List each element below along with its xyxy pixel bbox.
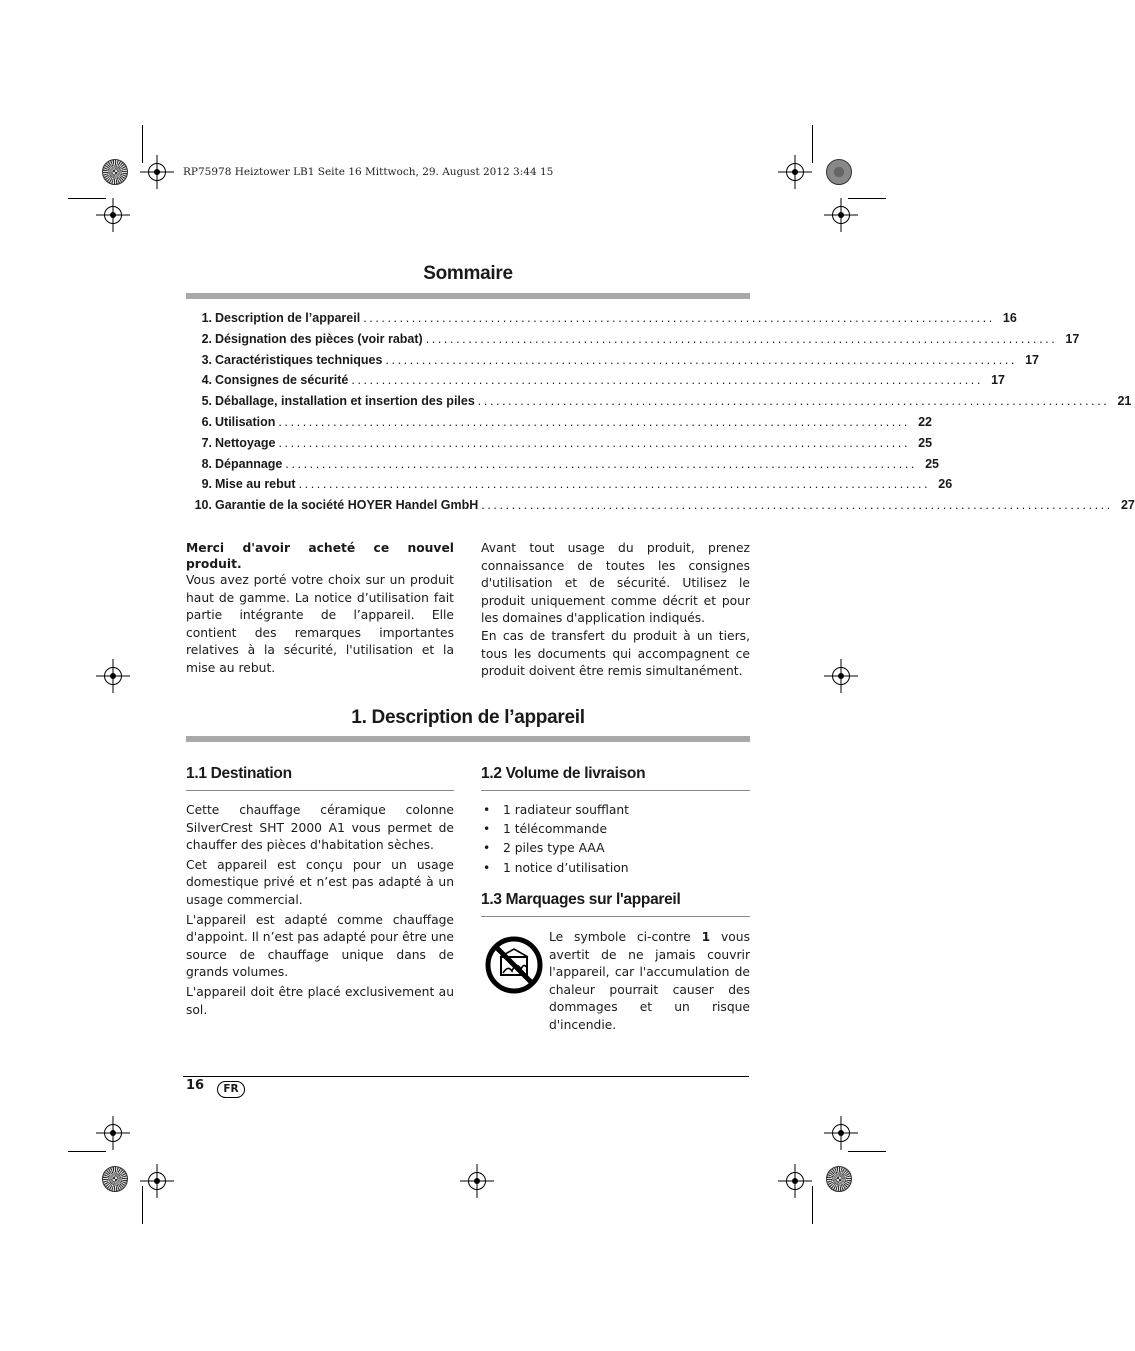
toc-entry-page: 17 <box>1065 331 1080 346</box>
destination-text <box>186 802 454 1019</box>
toc-title: Sommaire <box>423 263 513 284</box>
toc-entry-page: 25 <box>925 456 939 471</box>
toc-leader-dots: ........................................................................................................ <box>351 373 983 388</box>
crop-mark <box>848 1151 886 1152</box>
section-title: 1. Description de l’appareil <box>351 707 585 728</box>
list-item: • 1 notice d’utilisation <box>481 859 750 878</box>
toc-entry[interactable] <box>186 311 1017 332</box>
toc-entry[interactable] <box>186 414 933 436</box>
registration-mark-icon <box>832 667 850 685</box>
section-title-rule <box>186 736 750 742</box>
destination-paragraph: L'appareil est adapté comme chauffage d'appoint. Il n’est pas adapté pour être une source de chauffage unique dans de grands volumes. <box>186 912 454 980</box>
toc-entry-label: Consignes de sécurité <box>215 373 349 388</box>
toc-entry-number: 9. <box>201 477 212 492</box>
toc-entry-number: 5. <box>201 394 212 409</box>
toc-entry[interactable] <box>186 498 1135 519</box>
toc-leader-dots: ........................................................................................................ <box>425 331 1058 346</box>
footer-rule <box>183 1076 749 1077</box>
toc-entry[interactable] <box>186 394 1132 415</box>
toc-entry-label: Déballage, installation et insertion des piles <box>215 394 475 409</box>
print-header-info: RP75978 Heiztower LB1 Seite 16 Mittwoch, 29. August 2012 3:44 15 <box>183 166 554 178</box>
registration-mark-icon <box>148 163 166 181</box>
toc-entry-label: Caractéristiques techniques <box>215 352 383 367</box>
toc-entry-number: 4. <box>201 373 212 388</box>
toc-entry-label: Nettoyage <box>215 435 276 450</box>
list-item: • 1 télécommande <box>481 820 750 839</box>
table-of-contents <box>186 311 1135 519</box>
toc-entry-number: 6. <box>201 414 212 429</box>
crop-mark <box>142 125 143 163</box>
list-item: • 2 piles type AAA <box>481 839 750 858</box>
toc-leader-dots: ........................................................................................................ <box>477 394 1110 409</box>
toc-entry[interactable] <box>186 435 933 457</box>
toc-leader-dots: ........................................................................................................ <box>385 352 1018 367</box>
crop-mark <box>812 1186 813 1224</box>
registration-mark-icon <box>104 206 122 224</box>
color-wheel-icon <box>826 159 852 185</box>
crop-mark <box>848 198 886 199</box>
toc-entry-page: 17 <box>1025 352 1040 367</box>
color-wheel-icon <box>102 159 128 185</box>
page-number: 16 <box>186 1078 205 1093</box>
toc-entry-page: 25 <box>918 435 933 450</box>
delivery-list <box>481 801 750 878</box>
subsection-heading: 1.2 Volume de livraison <box>481 765 646 782</box>
registration-mark-icon <box>104 1124 122 1142</box>
registration-mark-icon <box>104 667 122 685</box>
subsection-heading: 1.1 Destination <box>186 765 292 782</box>
toc-entry[interactable] <box>186 456 939 478</box>
intro-paragraph: En cas de transfert du produit à un tiers, tous les documents qui accompagnent ce produit doivent être remis simultanément. <box>481 628 750 679</box>
toc-entry-number: 3. <box>201 352 212 367</box>
toc-entry-number: 8. <box>201 456 212 471</box>
toc-entry-number: 2. <box>201 331 212 346</box>
crop-mark <box>68 1151 106 1152</box>
subsection-rule <box>481 790 750 791</box>
color-wheel-icon <box>102 1166 128 1192</box>
toc-entry-page: 27 <box>1120 498 1135 513</box>
intro-heading: Merci d'avoir acheté ce nouvel produit. <box>186 541 454 571</box>
crop-mark <box>68 198 106 199</box>
toc-entry-number: 1. <box>201 311 212 325</box>
subsection-rule <box>481 916 750 917</box>
toc-entry-label: Mise au rebut <box>215 477 296 492</box>
intro-paragraph: Vous avez porté votre choix sur un produit haut de gamme. La notice d’utilisation fait partie intégrante de l’appareil. Elle contient des remarques importantes relatives à la sécurité, l'utilisation et la mise au rebut. <box>186 573 454 675</box>
toc-leader-dots: ........................................................................................................ <box>285 456 917 471</box>
toc-entry-page: 22 <box>918 414 933 429</box>
toc-entry-label: Description de l’appareil <box>215 311 361 325</box>
toc-entry-page: 17 <box>991 373 1005 388</box>
intro-left-column <box>186 540 454 678</box>
toc-entry-label: Désignation des pièces (voir rabat) <box>215 331 423 346</box>
toc-leader-dots: ........................................................................................................ <box>481 498 1113 513</box>
registration-mark-icon <box>832 206 850 224</box>
toc-leader-dots: ........................................................................................................ <box>278 414 911 429</box>
marking-description: Le symbole ci-contre 1 vous avertit de ne jamais couvrir l'appareil, car l'accumulation de chaleur pourrait causer des dommages et un risque d'incendie. <box>549 930 750 1032</box>
toc-entry-page: 26 <box>938 477 953 492</box>
toc-leader-dots: ........................................................................................................ <box>298 477 931 492</box>
crop-mark <box>812 125 813 163</box>
list-item: • 1 radiateur soufflant <box>481 801 750 820</box>
toc-entry-page: 21 <box>1117 394 1132 409</box>
registration-mark-icon <box>468 1172 486 1190</box>
registration-mark-icon <box>832 1124 850 1142</box>
toc-entry-page: 16 <box>1002 311 1017 325</box>
destination-paragraph: Cet appareil est conçu pour un usage domestique privé et n’est pas adapté à un usage commercial. <box>186 857 454 907</box>
subsection-heading: 1.3 Marquages sur l'appareil <box>481 891 681 908</box>
toc-entry[interactable] <box>186 352 1040 374</box>
registration-mark-icon <box>148 1172 166 1190</box>
toc-entry-label: Garantie de la société HOYER Handel GmbH <box>215 498 479 513</box>
color-wheel-icon <box>826 1166 852 1192</box>
toc-entry-number: 7. <box>201 435 212 450</box>
toc-leader-dots: ........................................................................................................ <box>363 311 995 325</box>
toc-entry[interactable] <box>186 477 953 498</box>
do-not-cover-icon <box>484 935 544 995</box>
crop-mark <box>142 1186 143 1224</box>
subsection-rule <box>186 790 454 791</box>
toc-entry-number: 10. <box>194 498 212 513</box>
toc-title-rule <box>186 293 750 299</box>
destination-paragraph: L'appareil doit être placé exclusivement au sol. <box>186 984 454 1017</box>
toc-entry-label: Utilisation <box>215 414 276 429</box>
registration-mark-icon <box>786 163 804 181</box>
toc-entry-label: Dépannage <box>215 456 283 471</box>
registration-mark-icon <box>786 1172 804 1190</box>
intro-paragraph: Avant tout usage du produit, prenez connaissance de toutes les consignes d'utilisation et de sécurité. Utilisez le produit uniquement comme décrit et pour les domaines d'application indiqués. <box>481 541 750 626</box>
symbol-reference: 1 <box>701 930 711 944</box>
destination-paragraph: Cette chauffage céramique colonne SilverCrest SHT 2000 A1 vous permet de chauffer des pièces d'habitation sèches. <box>186 803 454 853</box>
language-badge: FR <box>217 1081 245 1098</box>
toc-leader-dots: ........................................................................................................ <box>278 435 911 450</box>
toc-entry[interactable] <box>186 331 1080 353</box>
intro-right-column <box>481 540 750 681</box>
toc-entry[interactable] <box>186 373 1005 394</box>
